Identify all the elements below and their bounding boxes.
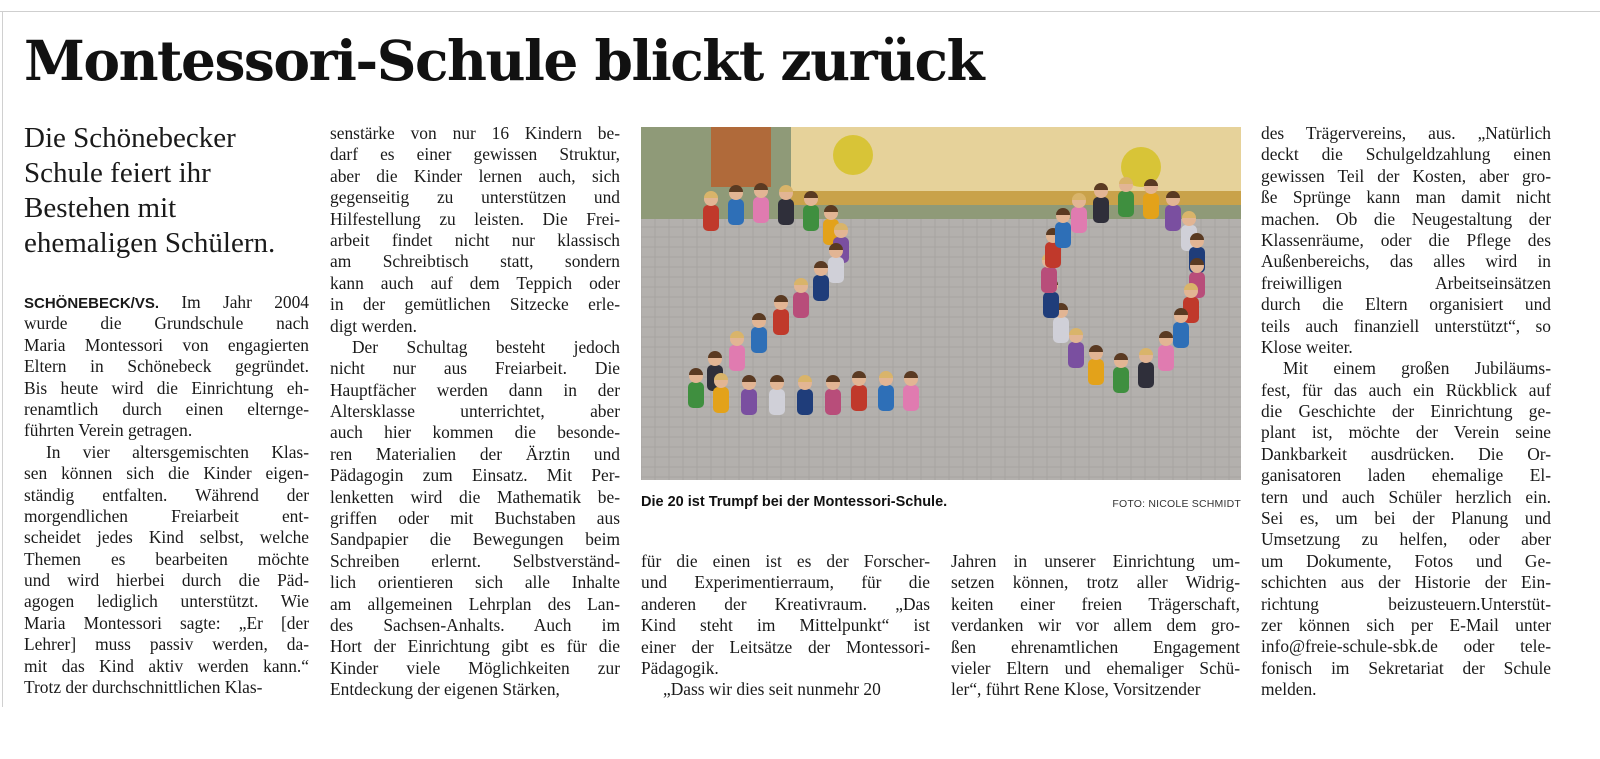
- child-figure: [851, 385, 867, 411]
- wooden-stairs: [711, 127, 771, 187]
- text-line: Hauptfächer werden dann in der: [330, 379, 620, 400]
- text-line: plant ist, möchte der Verein seine: [1261, 422, 1551, 443]
- text-line: durch die Eltern organisiert und: [1261, 294, 1551, 315]
- text-line: fest, für das auch ein Rückblick auf: [1261, 379, 1551, 400]
- text-line: Der Schultag besteht jedoch: [352, 336, 620, 357]
- child-figure: [1143, 193, 1159, 219]
- photo-caption: Die 20 ist Trumpf bei der Montessori-Schule.: [641, 494, 948, 510]
- text-line: für die einen ist es der Forscher-: [641, 551, 930, 571]
- child-figure: [1088, 359, 1104, 385]
- text-line: Außenbereichs, das alles wird in: [1261, 251, 1551, 272]
- text-line: mit das Kind aktiv werden kann.“: [24, 655, 309, 676]
- child-figure: [878, 385, 894, 411]
- child-figure: [713, 387, 729, 413]
- text-line: info@freie-schule-sbk.de oder tele-: [1261, 636, 1551, 657]
- text-line: lenketten wird die Mathematik be-: [330, 486, 620, 507]
- subheadline-line: Bestehen mit: [24, 192, 177, 224]
- text-line: in der gemütlichen Sitzecke erle-: [330, 294, 620, 315]
- text-line: machen. Ob die Neugestaltung der: [1261, 208, 1551, 229]
- child-figure: [1055, 222, 1071, 248]
- text-line: am Schreibtisch statt, sondern: [330, 251, 620, 272]
- text-line: scheidet jedes Kind selbst, welche: [24, 527, 309, 548]
- text-line: teils auch finanziell unterstützt“, so: [1261, 315, 1551, 336]
- text-line: Jahren in unserer Einrichtung um-: [951, 551, 1240, 571]
- text-line: und Experimentierraum, für die: [641, 572, 930, 593]
- text-line: Mit einem großen Jubiläums-: [1283, 358, 1551, 379]
- text-line: am allgemeinen Lehrplan des Lan-: [330, 593, 620, 614]
- text-line: Altersklasse unterrichtet, aber: [330, 401, 620, 422]
- text-line: um Dokumente, Fotos und Ge-: [1261, 550, 1551, 571]
- text-line: Pädagogin zum Einsatz. Mit Per-: [330, 465, 620, 486]
- child-figure: [1053, 317, 1069, 343]
- text-line: fonisch im Sekretariat der Schule: [1261, 657, 1551, 678]
- dateline: SCHÖNEBECK/VS.: [24, 295, 160, 312]
- text-line: sen können sich die Kinder eigen-: [24, 463, 309, 484]
- child-figure: [813, 275, 829, 301]
- text-line: In vier altersgemischten Klas-: [46, 441, 309, 462]
- child-figure: [688, 382, 704, 408]
- text-line: Sei es, um bei der Planung und: [1261, 508, 1551, 529]
- photo-credit: FOTO: NICOLE SCHMIDT: [1112, 498, 1241, 510]
- child-figure: [793, 292, 809, 318]
- top-rule: [0, 11, 1600, 12]
- text-line: Maria Montessori sagte: „Er [der: [24, 612, 309, 633]
- subheadline-line: Schule feiert ihr: [24, 157, 211, 189]
- text-line: melden.: [1261, 679, 1317, 700]
- article-column-3: [641, 551, 930, 701]
- text-line: Trotz der durchschnittlichen Klas-: [24, 677, 263, 698]
- text-line: Sandpapier die Bewegungen beim: [330, 529, 620, 550]
- text-line: ren Materialien der Ärztin und: [330, 443, 620, 464]
- text-line: [24, 292, 309, 313]
- child-figure: [1158, 345, 1174, 371]
- text-line: deckt die Schulgeldzahlung einen: [1261, 144, 1551, 165]
- text-line: Umsetzung zu helfen, oder aber: [1261, 529, 1551, 550]
- yellow-bush: [833, 135, 873, 175]
- text-line: lich orientieren sich alle Inhalte: [330, 572, 620, 593]
- text-fragment: Im Jahr 2004: [159, 292, 309, 312]
- text-line: digt werden.: [330, 315, 417, 336]
- text-line: morgendlichen Freiarbeit ent-: [24, 505, 309, 526]
- text-line: aber die Kinder lernen auch, sich: [330, 165, 620, 186]
- child-figure: [1173, 322, 1189, 348]
- child-figure: [1113, 367, 1129, 393]
- text-line: keiten einer freien Trägerschaft,: [951, 593, 1240, 614]
- group-photo: [641, 127, 1241, 480]
- text-line: Pädagogik.: [641, 657, 719, 678]
- text-line: kann auch auf dem Teppich oder: [330, 272, 620, 293]
- child-figure: [703, 205, 719, 231]
- text-line: ler“, führt Rene Klose, Vorsitzender: [951, 679, 1201, 700]
- text-line: ßen ehrenamtlichen Engagement: [951, 636, 1240, 657]
- text-line: renamtlich durch einen elternge-: [24, 398, 309, 419]
- headline: Montessori-Schule blickt zurück: [24, 28, 984, 93]
- text-line: die Geschichte der Einrichtung ge-: [1261, 401, 1551, 422]
- text-line: Kinder viele Möglichkeiten zur: [330, 657, 620, 678]
- text-line: gegenseitig zu unterstützen und: [330, 187, 620, 208]
- child-figure: [828, 257, 844, 283]
- subheadline-line: Die Schönebecker: [24, 122, 236, 154]
- text-line: setzen können, trotz aller Widrig-: [951, 572, 1240, 593]
- group-photo-image: [641, 127, 1241, 480]
- text-line: wurde die Grundschule nach: [24, 313, 309, 334]
- text-line: Hort der Einrichtung gibt es für die: [330, 636, 620, 657]
- child-figure: [769, 389, 785, 415]
- text-line: des Sachsen-Anhalts. Auch im: [330, 614, 620, 635]
- child-figure: [729, 345, 745, 371]
- child-figure: [778, 199, 794, 225]
- text-line: arbeit findet nicht nur klassisch: [330, 229, 620, 250]
- text-line: vieler Eltern und ehemaliger Schü-: [951, 657, 1240, 678]
- child-figure: [1071, 207, 1087, 233]
- text-line: schichten aus der Historie der Ein-: [1261, 572, 1551, 593]
- article-column-4: [951, 551, 1240, 701]
- child-figure: [751, 327, 767, 353]
- child-figure: [825, 389, 841, 415]
- text-line: ganisatoren laden ehemalige El-: [1261, 465, 1551, 486]
- text-line: Klose weiter.: [1261, 336, 1353, 357]
- child-figure: [1068, 342, 1084, 368]
- left-rule: [2, 12, 3, 707]
- text-line: auch hier kommen die besonde-: [330, 422, 620, 443]
- text-line: Kind steht im Mittelpunkt“ ist: [641, 615, 930, 636]
- article-column-2: [330, 123, 620, 701]
- child-figure: [1093, 197, 1109, 223]
- child-figure: [803, 205, 819, 231]
- text-line: senstärke von nur 16 Kindern be-: [330, 123, 620, 143]
- text-line: Eltern in Schönebeck gegründet.: [24, 356, 309, 377]
- text-line: Dankbarkeit ausdrücken. Die Or-: [1261, 443, 1551, 464]
- text-line: Entdeckung der eigenen Stärken,: [330, 679, 560, 700]
- article-column-1: [24, 292, 309, 698]
- text-line: Maria Montessori von engagierten: [24, 334, 309, 355]
- child-figure: [1138, 362, 1154, 388]
- child-figure: [1165, 205, 1181, 231]
- text-line: darf es einer gewissen Struktur,: [330, 144, 620, 165]
- text-line: agogen lediglich unterstützt. Wie: [24, 591, 309, 612]
- child-figure: [753, 197, 769, 223]
- child-figure: [1118, 191, 1134, 217]
- text-line: Klassenräume, oder die Pflege des: [1261, 229, 1551, 250]
- text-line: zer können sich per E-Mail unter: [1261, 614, 1551, 635]
- child-figure: [728, 199, 744, 225]
- text-line: Hilfestellung zu leisten. Die Frei-: [330, 208, 620, 229]
- text-line: des Trägervereins, aus. „Natürlich: [1261, 123, 1551, 143]
- text-line: einer der Leitsätze der Montessori-: [641, 636, 930, 657]
- text-line: verdanken wir vor allem dem gro-: [951, 615, 1240, 636]
- text-line: tern und auch Schüler herzlich ein.: [1261, 486, 1551, 507]
- subheadline: [24, 121, 314, 261]
- text-line: nicht nur aus Freiarbeit. Die: [330, 358, 620, 379]
- text-line: Lehrer] muss passiv werden, da-: [24, 634, 309, 655]
- text-line: ße Sprünge kann man damit nicht: [1261, 187, 1551, 208]
- child-figure: [773, 309, 789, 335]
- text-line: gewissen Teil der Kosten, aber gro-: [1261, 165, 1551, 186]
- text-line: führten Verein getragen.: [24, 420, 193, 441]
- child-figure: [741, 389, 757, 415]
- child-figure: [1041, 267, 1057, 293]
- text-line: und wird hierbei durch die Päd-: [24, 570, 309, 591]
- text-line: „Dass wir dies seit nunmehr 20: [663, 679, 881, 700]
- text-line: anderen der Kreativraum. „Das: [641, 593, 930, 614]
- child-figure: [797, 389, 813, 415]
- text-line: Bis heute wird die Einrichtung eh-: [24, 377, 309, 398]
- subheadline-line: ehemaligen Schülern.: [24, 227, 276, 259]
- child-figure: [1043, 292, 1059, 318]
- text-line: griffen oder mit Buchstaben aus: [330, 508, 620, 529]
- article-column-5: [1261, 123, 1551, 701]
- text-line: richtung beizusteuern.Unterstüt-: [1261, 593, 1551, 614]
- text-line: ständig entfalten. Während der: [24, 484, 309, 505]
- text-line: freiwilligen Arbeitseinsätzen: [1261, 272, 1551, 293]
- text-line: Themen es bearbeiten möchte: [24, 548, 309, 569]
- child-figure: [903, 385, 919, 411]
- text-line: Schreiben erlernt. Selbstverständ-: [330, 550, 620, 571]
